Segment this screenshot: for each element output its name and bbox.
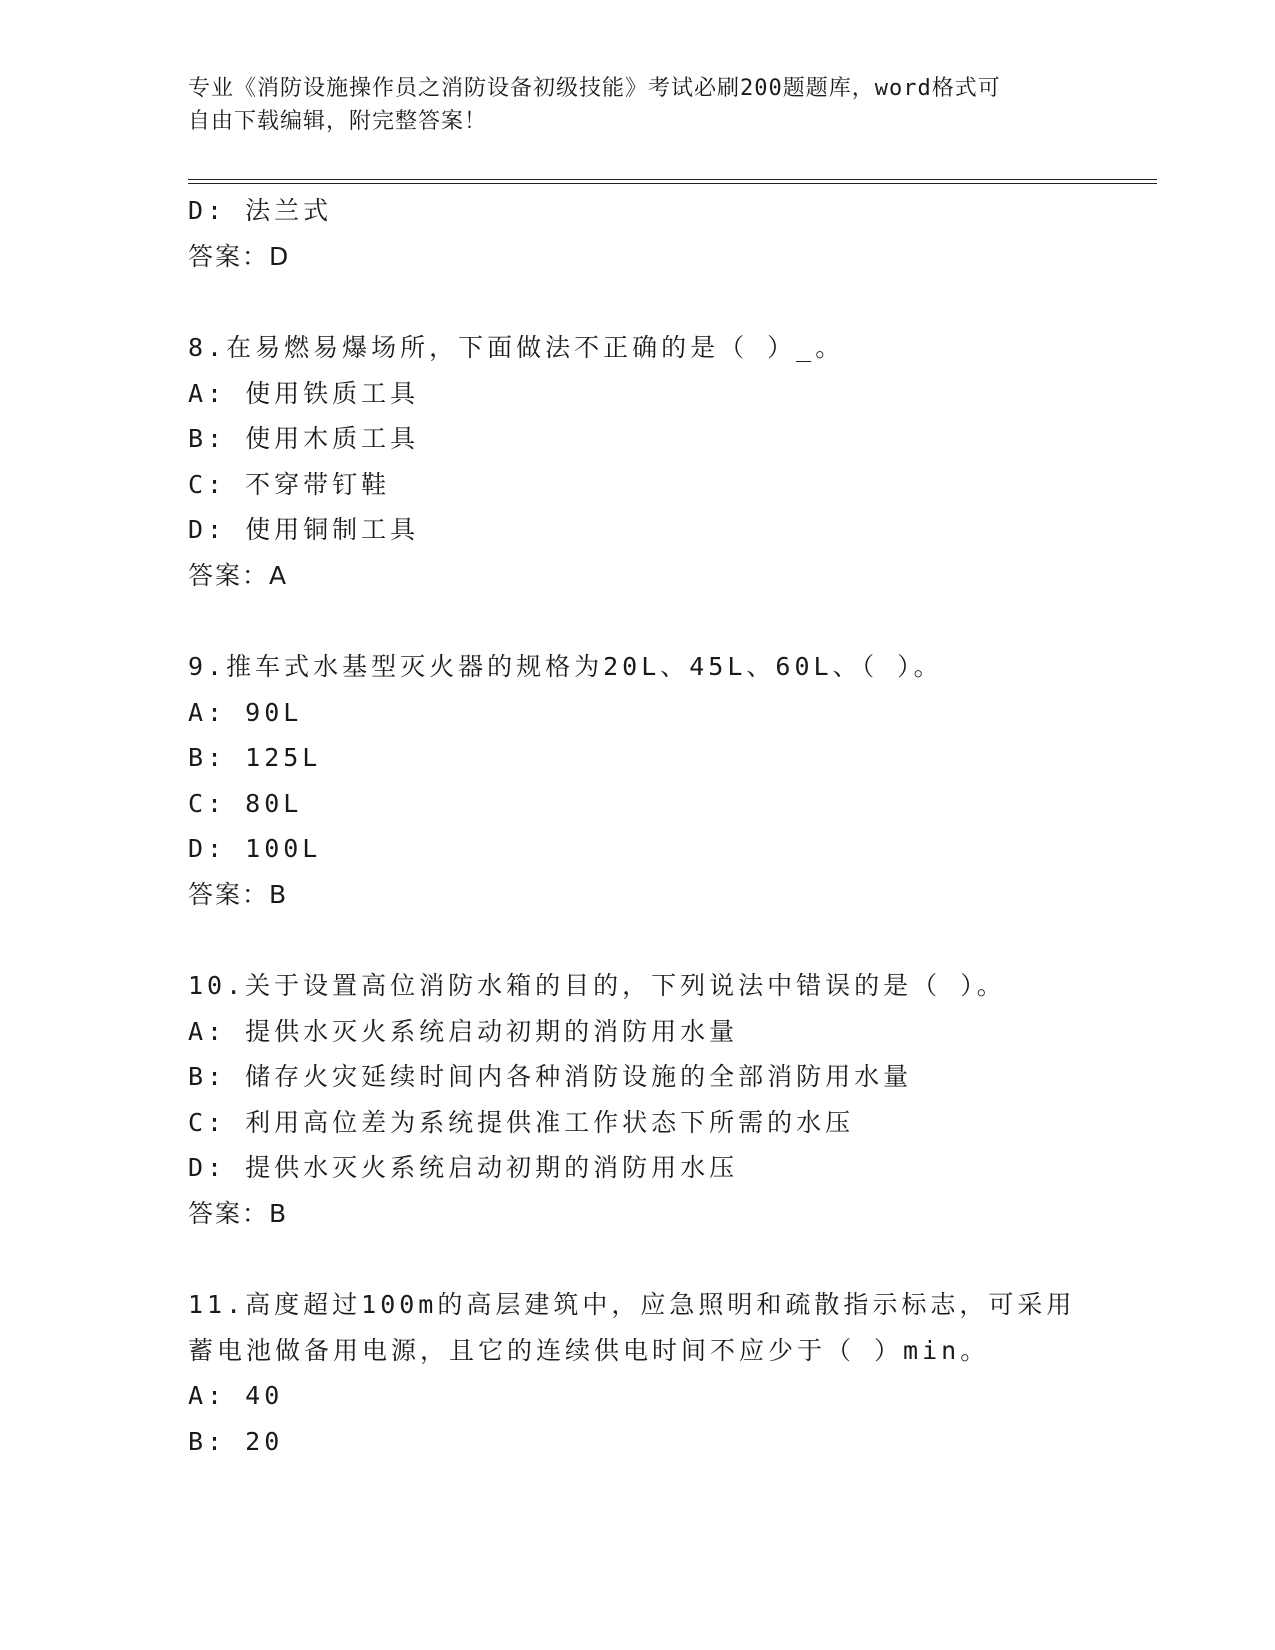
question-8 xyxy=(188,325,1157,598)
question-list xyxy=(188,188,1157,1464)
option-b: B: 20 xyxy=(188,1426,284,1456)
option-b: B: 125L xyxy=(188,743,322,772)
spacer xyxy=(188,279,1157,325)
answer: 答案：B xyxy=(188,1198,289,1228)
prev-answer: 答案：D xyxy=(188,241,291,271)
header-divider-top xyxy=(188,179,1157,180)
question-stem: 10.关于设置高位消防水箱的目的，下列说法中错误的是（ ）。 xyxy=(188,971,1006,1000)
option-a: A: 使用铁质工具 xyxy=(188,378,420,408)
option-d: D: 100L xyxy=(188,834,322,863)
option-d: D: 使用铜制工具 xyxy=(188,515,420,544)
option-c: C: 不穿带钉鞋 xyxy=(188,469,391,499)
question-stem: 8.在易燃易爆场所，下面做法不正确的是（ ）_。 xyxy=(188,333,845,362)
option-c: C: 利用高位差为系统提供准工作状态下所需的水压 xyxy=(188,1107,855,1137)
option-b: B: 储存火灾延续时间内各种消防设施的全部消防用水量 xyxy=(188,1062,913,1091)
document-header xyxy=(188,72,1088,138)
answer: 答案：B xyxy=(188,879,289,909)
spacer xyxy=(188,917,1157,963)
question-11 xyxy=(188,1282,1157,1464)
question-9 xyxy=(188,644,1157,917)
header-line-1: 专业《消防设施操作员之消防设备初级技能》考试必刷200题题库，word格式可 xyxy=(188,76,1001,101)
option-a: A: 90L xyxy=(188,697,303,727)
header-line-2: 自由下载编辑，附完整答案！ xyxy=(188,109,488,134)
option-b: B: 使用木质工具 xyxy=(188,424,420,453)
answer: 答案：A xyxy=(188,560,289,590)
question-stem-line-1: 11.高度超过100m的高层建筑中，应急照明和疏散指示标志，可采用 xyxy=(188,1290,1076,1319)
option-a: A: 提供水灭火系统启动初期的消防用水量 xyxy=(188,1016,739,1046)
prev-option-d: D: 法兰式 xyxy=(188,196,333,225)
question-stem-line-2: 蓄电池做备用电源，且它的连续供电时间不应少于（ ）min。 xyxy=(188,1335,990,1365)
spacer xyxy=(188,1236,1157,1282)
question-10 xyxy=(188,963,1157,1236)
option-d: D: 提供水灭火系统启动初期的消防用水压 xyxy=(188,1153,739,1182)
header-divider-bottom xyxy=(188,183,1157,184)
spacer xyxy=(188,598,1157,644)
option-c: C: 80L xyxy=(188,788,303,818)
question-stem: 9.推车式水基型灭火器的规格为20L、45L、60L、（ ）。 xyxy=(188,652,943,681)
option-a: A: 40 xyxy=(188,1381,284,1410)
